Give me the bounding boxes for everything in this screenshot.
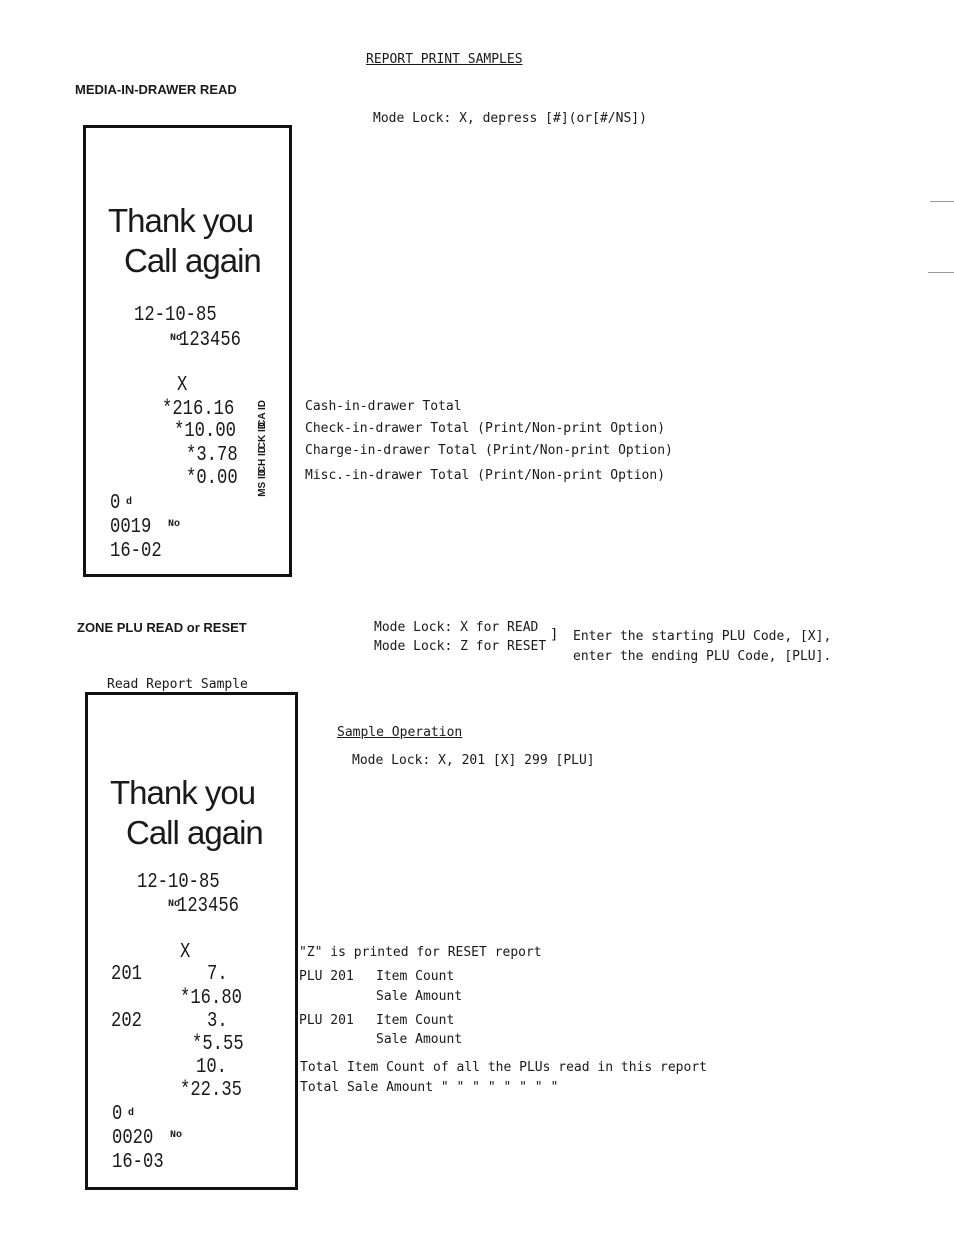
receipt-mode: X — [177, 374, 188, 397]
receipt-date: 12-10-85 — [134, 304, 217, 327]
receipt-tag-check: CK ID — [257, 422, 268, 450]
receipt-zone-plu — [85, 692, 298, 1190]
receipt-number-prefix: No — [170, 333, 183, 344]
scan-mark — [930, 201, 954, 202]
annotation-reset-note: "Z" is printed for RESET report — [299, 945, 542, 960]
receipt2-footer2-suffix: No — [170, 1130, 183, 1141]
section-heading-media-in-drawer: MEDIA-IN-DRAWER READ — [75, 82, 237, 97]
receipt2-plu2-count: 3. — [207, 1010, 228, 1033]
annotation-total-count: Total Item Count of all the PLUs read in this report — [300, 1060, 707, 1075]
receipt2-number-prefix: No — [168, 899, 181, 910]
receipt2-thanks-line1: Thank you — [110, 774, 256, 811]
annotation-plu2-count: Item Count — [376, 1013, 455, 1028]
page-title: REPORT PRINT SAMPLES — [366, 52, 523, 67]
section-heading-zone-plu: ZONE PLU READ or RESET — [77, 620, 247, 635]
receipt2-footer3: 16-03 — [112, 1151, 164, 1174]
receipt-footer3: 16-02 — [110, 540, 162, 563]
mode-lock-reset: Mode Lock: Z for RESET — [374, 639, 547, 654]
receipt-footer2-suffix: No — [168, 519, 181, 530]
receipt-tag-misc: MS ID — [257, 469, 268, 497]
receipt-footer1: 0 — [110, 492, 121, 515]
annotation-plu2-amount: Sale Amount — [376, 1032, 463, 1047]
receipt2-plu2-code: 202 — [111, 1010, 143, 1033]
receipt2-number: 123456 — [177, 895, 240, 918]
sample-operation-label: Sample Operation — [337, 725, 463, 740]
enter-instruction-line2: enter the ending PLU Code, [PLU]. — [573, 649, 832, 664]
receipt-line-misc: *0.00 — [186, 467, 238, 490]
annotation-total-amount: Total Sale Amount " " " " " " " " — [300, 1080, 559, 1095]
mode-lock-instruction: Mode Lock: X, depress [#](or[#/NS]) — [373, 111, 647, 126]
mode-lock-bracket: ] — [550, 627, 559, 643]
annotation-misc: Misc.-in-drawer Total (Print/Non-print Option) — [305, 468, 666, 483]
receipt2-mode: X — [180, 941, 191, 964]
receipt-footer1-suffix: d — [126, 497, 133, 508]
receipt2-plu1-code: 201 — [111, 963, 143, 986]
receipt2-footer1-suffix: d — [128, 1108, 135, 1119]
receipt-line-charge: *3.78 — [186, 444, 238, 467]
receipt-tag-charge: CH ID — [257, 446, 268, 474]
receipt2-footer1: 0 — [112, 1103, 123, 1126]
annotation-plu2-label: PLU 201 — [299, 1013, 354, 1028]
receipt-thanks-line2: Call again — [124, 242, 261, 279]
receipt2-plu1-count: 7. — [207, 963, 228, 986]
receipt-line-check: *10.00 — [174, 420, 237, 443]
receipt-line-cash: *216.16 — [162, 398, 235, 421]
receipt-media-in-drawer — [83, 125, 292, 577]
annotation-plu1-label: PLU 201 — [299, 969, 354, 984]
annotation-plu1-amount: Sale Amount — [376, 989, 463, 1004]
annotation-plu1-count: Item Count — [376, 969, 455, 984]
receipt2-total-count: 10. — [196, 1056, 228, 1079]
receipt2-date: 12-10-85 — [137, 871, 220, 894]
annotation-cash: Cash-in-drawer Total — [305, 399, 462, 414]
annotation-charge: Charge-in-drawer Total (Print/Non-print Option) — [305, 443, 673, 458]
receipt2-plu1-amount: *16.80 — [180, 987, 243, 1010]
receipt-tag-cash: CA ID — [257, 400, 268, 427]
receipt2-plu2-amount: *5.55 — [192, 1033, 244, 1056]
receipt2-thanks-line2: Call again — [126, 814, 263, 851]
receipt-footer2: 0019 — [110, 516, 152, 539]
enter-instruction-line1: Enter the starting PLU Code, [X], — [573, 629, 832, 644]
receipt-caption: Read Report Sample — [107, 677, 248, 692]
receipt-number: 123456 — [179, 329, 242, 352]
receipt2-footer2: 0020 — [112, 1127, 154, 1150]
receipt2-total-amount: *22.35 — [180, 1079, 243, 1102]
sample-operation: Mode Lock: X, 201 [X] 299 [PLU] — [352, 753, 595, 768]
receipt-thanks-line1: Thank you — [108, 202, 254, 239]
annotation-check: Check-in-drawer Total (Print/Non-print Option) — [305, 421, 666, 436]
mode-lock-read: Mode Lock: X for READ — [374, 620, 539, 635]
scan-mark — [928, 272, 954, 273]
